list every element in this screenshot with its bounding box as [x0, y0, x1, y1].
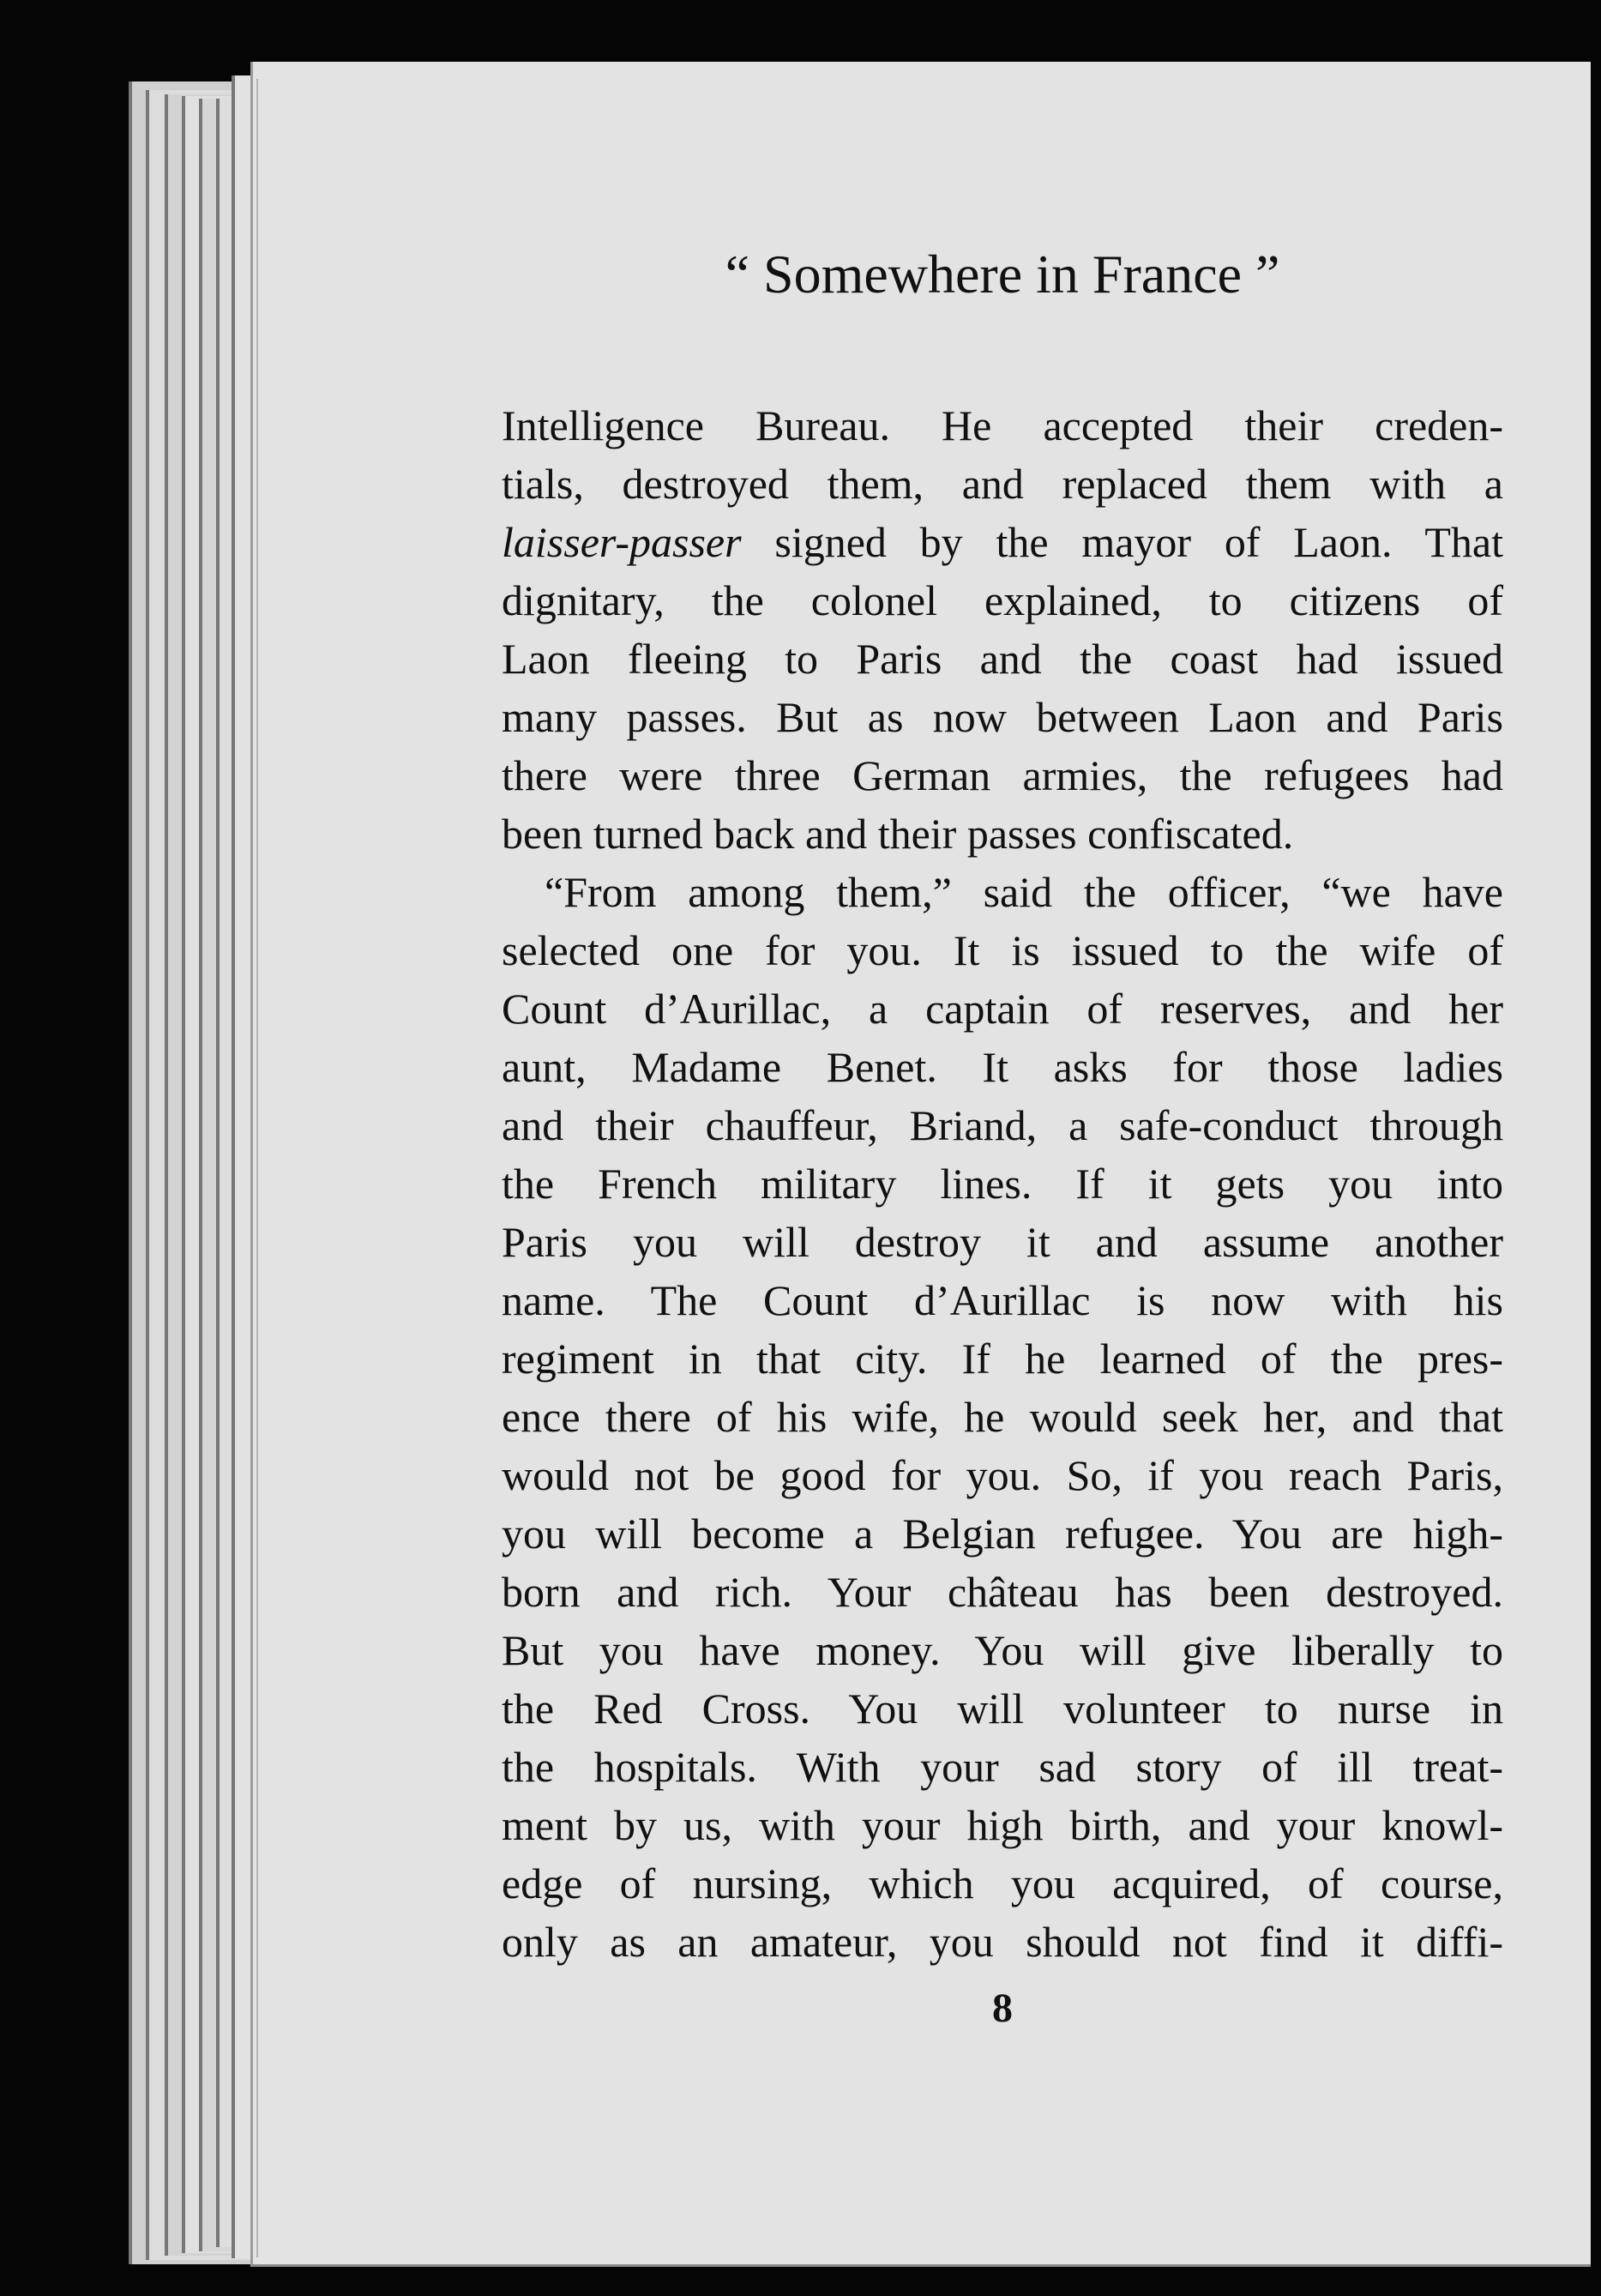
body-text — [502, 396, 1503, 1971]
text-line: the French military lines. If it gets you into — [502, 1160, 1503, 1208]
text-line: born and rich. Your château has been destroyed. — [502, 1568, 1503, 1616]
text-line: tials, destroyed them, and replaced them with a — [502, 460, 1503, 508]
text-line: Paris you will destroy it and assume another — [502, 1218, 1503, 1266]
text-line: regiment in that city. If he learned of the pres- — [502, 1335, 1503, 1383]
text-line: only as an amateur, you should not find it diffi- — [502, 1918, 1503, 1966]
page-number: 8 — [992, 1986, 1013, 2031]
text-line: would not be good for you. So, if you reach Paris, — [502, 1451, 1503, 1499]
book-page — [250, 62, 1591, 2267]
text-line: name. The Count d’Aurillac is now with his — [502, 1276, 1503, 1324]
text-line: edge of nursing, which you acquired, of course, — [502, 1859, 1503, 1907]
text-line: the hospitals. With your sad story of ill treat- — [502, 1743, 1503, 1791]
text-line: Intelligence Bureau. He accepted their creden- — [502, 401, 1503, 449]
running-head: “ Somewhere in France ” — [725, 244, 1280, 304]
text-line: selected one for you. It is issued to the wife of — [502, 926, 1503, 974]
text-line: “From among them,” said the officer, “we have — [545, 868, 1503, 916]
text-line: laisser-passer signed by the mayor of Laon. That — [502, 518, 1503, 566]
text-line: and their chauffeur, Briand, a safe-conduct through — [502, 1101, 1503, 1149]
text-line: there were three German armies, the refugees had — [502, 751, 1503, 799]
text-line: aunt, Madame Benet. It asks for those ladies — [502, 1043, 1503, 1091]
italic-term: laisser-passer — [502, 518, 742, 566]
page-gutter-line — [256, 79, 258, 2257]
text-line: ence there of his wife, he would seek her, and that — [502, 1393, 1503, 1441]
text-line: Count d’Aurillac, a captain of reserves, and her — [502, 985, 1503, 1033]
text-line: you will become a Belgian refugee. You are high- — [502, 1510, 1503, 1558]
text-line: Laon fleeing to Paris and the coast had issued — [502, 635, 1503, 683]
text-line: the Red Cross. You will volunteer to nurse in — [502, 1684, 1503, 1733]
text-line: dignitary, the colonel explained, to citizens of — [502, 576, 1503, 624]
text-line: been turned back and their passes confiscated. — [502, 810, 1294, 858]
text-line: But you have money. You will give liberally to — [502, 1626, 1503, 1674]
text-line: many passes. But as now between Laon and Paris — [502, 693, 1503, 741]
text-line: ment by us, with your high birth, and your knowl- — [502, 1801, 1503, 1849]
